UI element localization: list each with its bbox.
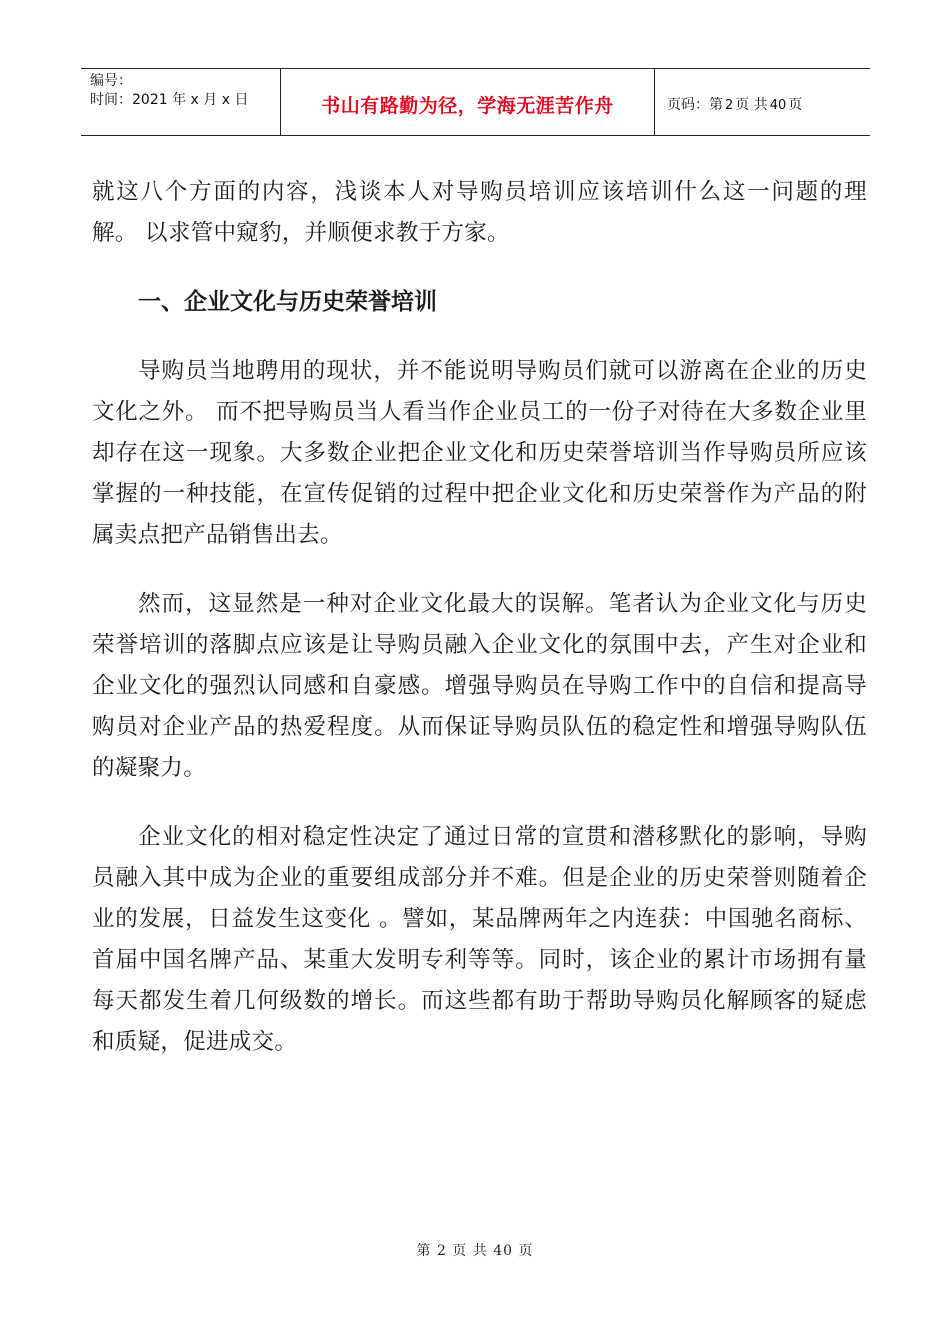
doc-time-line: [90, 91, 280, 110]
body-paragraph: 导购员当地聘用的现状，并不能说明导购员们就可以游离在企业的历史文化之外。 而不把导购员当人看当作企业员工的一份子对待在大多数企业里却存在这一现象。大多数企业把企业文化和历史荣誉培训当作导购员所应该掌握的一种技能，在宣传促销的过程中把企业文化和历史荣誉作为产品的附属卖点把产品销售出去。: [92, 358, 867, 548]
doc-number-label: 编号：: [90, 73, 132, 89]
header-motto-cell: [281, 69, 655, 135]
document-body: [92, 172, 867, 1063]
header-meta-cell: [81, 69, 281, 135]
header-page-code-cell: [655, 69, 870, 135]
doc-time-label: 时间：: [90, 92, 132, 108]
page-code: [667, 94, 870, 114]
header-motto: 书山有路勤为径，学海无涯苦作舟: [321, 94, 614, 117]
page-code-label: 页码：第: [667, 97, 723, 113]
page-code-suffix: 页: [788, 97, 803, 113]
intro-paragraph: 就这八个方面的内容，浅谈本人对导购员培训应该培训什么这一问题的理解。 以求管中窥豹，并顺便求教于方家。: [92, 179, 867, 246]
page-code-total: 40: [769, 98, 787, 113]
body-paragraph: 企业文化的相对稳定性决定了通过日常的宣贯和潜移默化的影响，导购员融入其中成为企业的重要组成部分并不难。但是企业的历史荣誉则随着企业的发展，日益发生这变化 。譬如，某品牌两年之内连获：中国驰名商标、首届中国名牌产品、某重大发明专利等等。同时，该企业的累计市场拥有量每天都发生着几何级数的增长。而这些都有助于帮助导购员化解顾客的疑虑和质疑，促进成交。: [92, 824, 867, 1055]
page-code-mid: 页 共: [735, 97, 768, 113]
body-paragraph: 然而，这显然是一种对企业文化最大的误解。笔者认为企业文化与历史荣誉培训的落脚点应该是让导购员融入企业文化的氛围中去，产生对企业和企业文化的强烈认同感和自豪感。增强导购员在导购工作中的自信和提高导购员对企业产品的热爱程度。从而保证导购员队伍的稳定性和增强导购队伍的凝聚力。: [92, 591, 867, 781]
section-heading: 一、企业文化与历史荣誉培训: [138, 289, 437, 315]
document-header: [81, 68, 870, 136]
page-code-current: 2: [725, 98, 734, 113]
doc-time-value: 2021 年 x 月 x 日: [132, 92, 249, 108]
page-footer: 第 2 页 共 40 页: [416, 1243, 534, 1259]
